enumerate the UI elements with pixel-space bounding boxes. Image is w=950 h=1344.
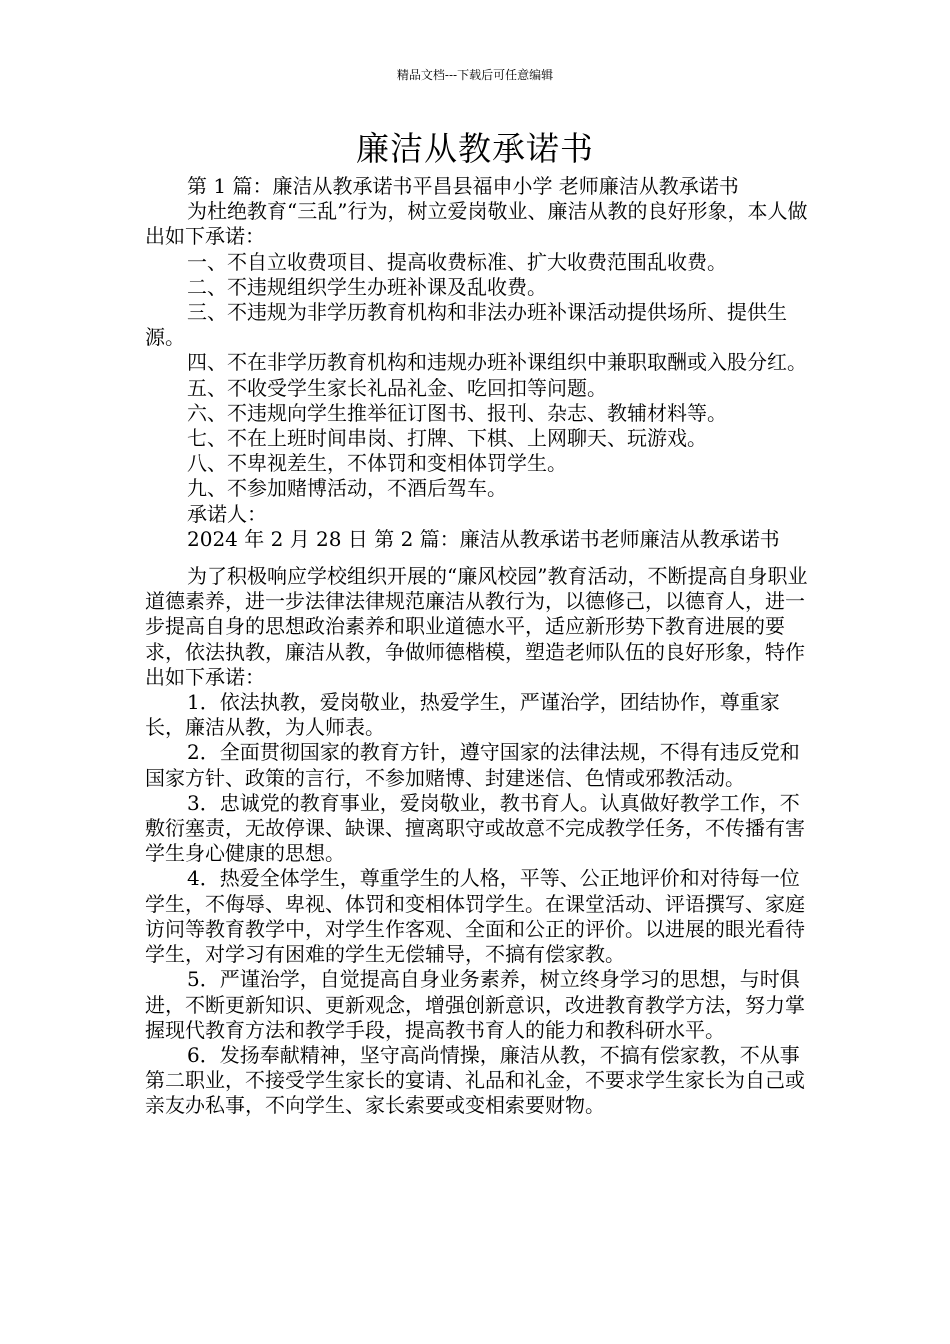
paragraph: 1．依法执教，爱岗敬业，热爱学生，严谨治学，团结协作，尊重家长，廉洁从教，为人师表。 [145, 690, 780, 740]
document-title: 廉洁从教承诺书 [356, 129, 594, 168]
header-note: 精品文档---下载后可任意编辑 [396, 68, 554, 82]
paragraph: 二、不违规组织学生办班补课及乱收费。 [187, 274, 547, 299]
document-body [145, 174, 810, 1119]
paragraph: 八、不卑视差生，不体罚和变相体罚学生。 [187, 451, 567, 476]
paragraph: 为杜绝教育“三乱”行为，树立爱岗敬业、廉洁从教的良好形象，本人做出如下承诺： [145, 199, 808, 249]
paragraph: 6．发扬奉献精神，坚守高尚情操，廉洁从教，不搞有偿家教，不从事第二职业，不接受学生家长的宴请、礼品和礼金，不要求学生家长为自己或亲友办私事，不向学生、家长索要或变相索要财物。 [145, 1042, 805, 1118]
paragraph: 承诺人： [187, 501, 267, 526]
paragraph: 5．严谨治学，自觉提高自身业务素养，树立终身学习的思想，与时俱进，不断更新知识、更新观念，增强创新意识，改进教育教学方法，努力掌握现代教育方法和教学手段，提高教书育人的能力和教科研水平。 [145, 967, 805, 1042]
paragraph: 2．全面贯彻国家的教育方针，遵守国家的法律法规，不得有违反党和国家方针、政策的言行，不参加赌博、封建迷信、色情或邪教活动。 [145, 740, 800, 790]
paragraph: 九、不参加赌博活动，不酒后驾车。 [187, 476, 507, 501]
paragraph: 3．忠诚党的教育事业，爱岗敬业，教书育人。认真做好教学工作，不敷衍塞责，无故停课、缺课、擅离职守或故意不完成教学任务，不传播有害学生身心健康的思想。 [145, 790, 805, 866]
paragraph: 四、不在非学历教育机构和违规办班补课组织中兼职取酬或入股分红。 [187, 350, 807, 375]
paragraph: 一、不自立收费项目、提高收费标准、扩大收费范围乱收费。 [187, 249, 727, 274]
paragraph: 六、不违规向学生推举征订图书、报刊、杂志、教辅材料等。 [187, 400, 727, 425]
paragraph: 4．热爱全体学生，尊重学生的人格，平等、公正地评价和对待每一位学生，不侮辱、卑视、体罚和变相体罚学生。在课堂活动、评语撰写、家庭访问等教育教学中，对学生作客观、全面和公正的评价。以进展的眼光看待学生，对学习有困难的学生无偿辅导，不搞有偿家教。 [145, 866, 805, 967]
paragraph: 为了积极响应学校组织开展的“廉风校园”教育活动，不断提高自身职业道德素养，进一步法律法律规范廉洁从教行为，以德修己，以德育人，进一步提高自身的思想政治素养和职业道德水平，适应新形势下教育进展的要求，依法执教，廉洁从教，争做师德楷模，塑造老师队伍的良好形象，特作出如下承诺： [145, 564, 808, 689]
paragraph: 2024 年 2 月 28 日 第 2 篇：廉洁从教承诺书老师廉洁从教承诺书 [187, 526, 780, 551]
paragraph: 五、不收受学生家长礼品礼金、吃回扣等问题。 [187, 375, 607, 400]
paragraph: 第 1 篇：廉洁从教承诺书平昌县福申小学 老师廉洁从教承诺书 [187, 174, 739, 198]
paragraph: 三、不违规为非学历教育机构和非法办班补课活动提供场所、提供生源。 [145, 300, 787, 350]
paragraph: 七、不在上班时间串岗、打牌、下棋、上网聊天、玩游戏。 [187, 426, 707, 451]
